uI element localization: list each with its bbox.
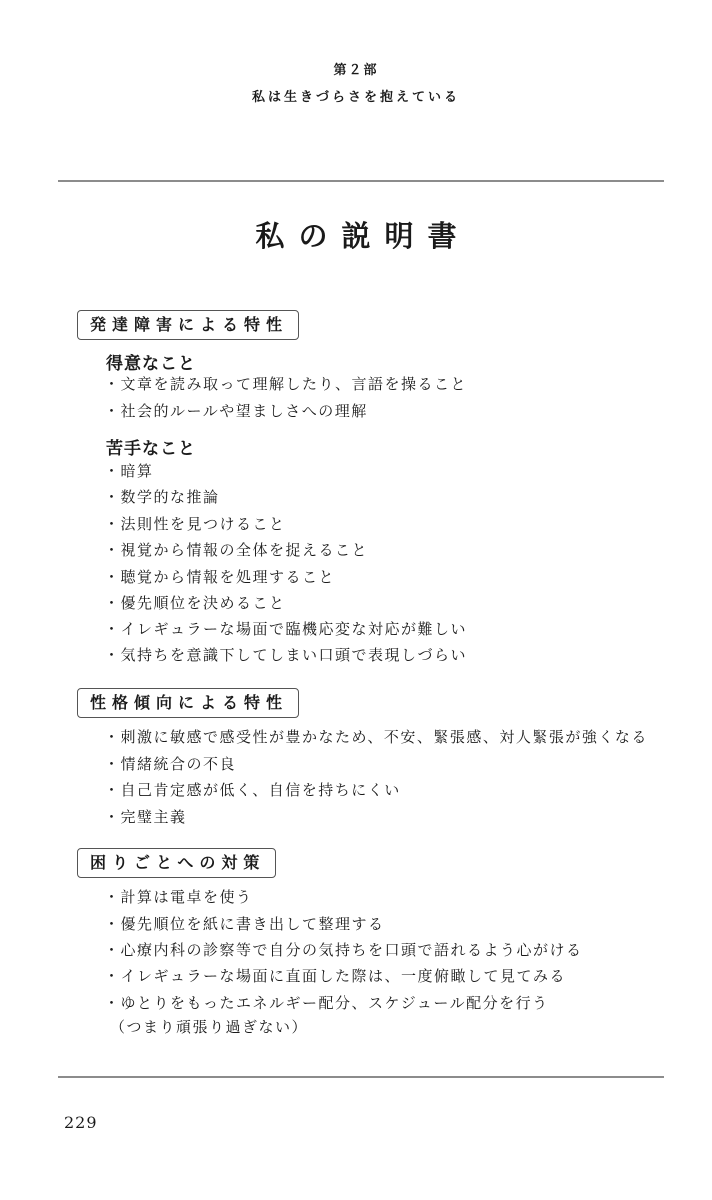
list-item: ・社会的ルールや望ましさへの理解 [104, 402, 368, 420]
top-divider [58, 180, 664, 182]
list-item: ・自己肯定感が低く、自信を持ちにくい [104, 781, 401, 799]
list-item: ・優先順位を紙に書き出して整理する [104, 915, 385, 933]
part-number: 第２部 [333, 63, 379, 78]
list-item: ・刺激に敏感で感受性が豊かなため、不安、緊張感、対人緊張が強くなる [104, 728, 648, 746]
list-item: ・イレギュラーな場面で臨機応変な対応が難しい [104, 620, 468, 638]
list-item: ・イレギュラーな場面に直面した際は、一度俯瞰して見てみる [104, 967, 567, 985]
list-item: ・計算は電卓を使う [104, 888, 253, 906]
list-item: ・ゆとりをもったエネルギー配分、スケジュール配分を行う [104, 994, 549, 1012]
list-item: ・情緒統合の不良 [104, 755, 237, 773]
page-number: 229 [64, 1113, 98, 1132]
list-item: ・数学的な推論 [104, 488, 220, 506]
list-item-continuation: （つまり頑張り過ぎない） [110, 1018, 309, 1036]
list-item: ・優先順位を決めること [104, 594, 286, 612]
section-heading-personality-traits: 性格傾向による特性 [77, 688, 299, 718]
section-heading-countermeasures: 困りごとへの対策 [77, 848, 276, 878]
list-item: ・法則性を見つけること [104, 515, 286, 533]
list-item: ・聴覚から情報を処理すること [104, 568, 336, 586]
list-item: ・文章を読み取って理解したり、言語を操ること [104, 375, 468, 393]
subsection-strengths: 得意なこと [106, 354, 196, 374]
page-title: 私の説明書 [255, 219, 471, 253]
bottom-divider [58, 1076, 664, 1078]
list-item: ・完璧主義 [104, 808, 187, 826]
subsection-weaknesses: 苦手なこと [106, 439, 196, 459]
list-item: ・暗算 [104, 462, 154, 480]
section-heading-developmental-traits: 発達障害による特性 [77, 310, 299, 340]
part-title: 私は生きづらさを抱えている [251, 90, 460, 105]
list-item: ・視覚から情報の全体を捉えること [104, 541, 369, 559]
list-item: ・心療内科の診察等で自分の気持ちを口頭で語れるよう心がける [104, 941, 583, 959]
list-item: ・気持ちを意識下してしまい口頭で表現しづらい [104, 646, 468, 664]
